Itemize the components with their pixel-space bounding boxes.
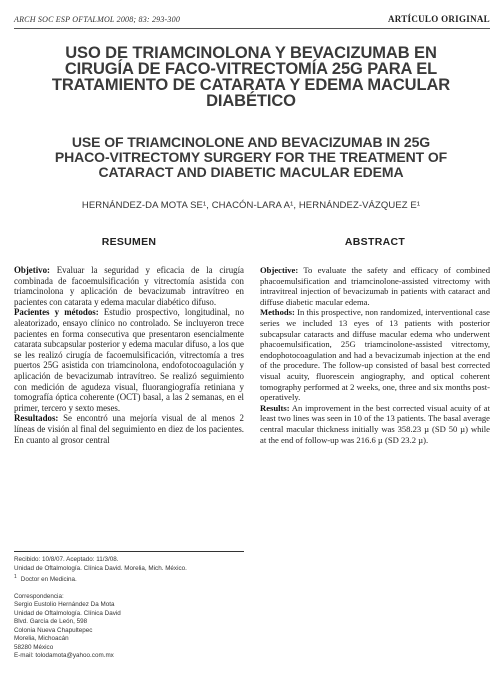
english-title-line: PHACO-VITRECTOMY SURGERY FOR THE TREATMENT OF — [54, 149, 448, 165]
correspondence-postcode: 58280 México — [14, 643, 54, 651]
spanish-title-line: USO DE TRIAMCINOLONA Y BEVACIZUMAB EN — [65, 44, 437, 62]
degree-note-text: Doctor en Medicina. — [20, 576, 77, 584]
abstract-text: To evaluate the safety and efficacy of combined phacoemulsification and triamcinolone-assisted vitrectomy with intravitreal injection of bevacizumab in patients with cataract and diffuse diabetic macular edema. — [260, 265, 490, 307]
resumen-text: Estudio prospectivo, longitudinal, no aleatorizado, ensayo clínico no controlado. Se incluyeron trece pacientes en forma consecutiva que presentaron esencialmente catarata subcapsular posterior y edema macular difuso, a los que se les realizó cirugía de facoemulsificación, vitrectomía a tres puertos 25G asistida con triamcinolona, endofotocoagulación y aplicación de bevacizumab intravítreo. Se realizó seguimiento con medición de agudeza visual, fluorangiografía retiniana y tomografía óptica coherente (OCT) basal, a las 2 semanas, en el primer, tercero y sexto meses. — [14, 307, 245, 413]
affiliation: Unidad de Oftalmología. Clínica David. Morelia, Mich. México. — [14, 564, 187, 572]
resumen-text: Evaluar la seguridad y eficacia de la cirugía combinada de facoemulsificación y vitrectomía asistida con triamcinolona y aplicación de bevacizumab intravítreo en pacientes con catarata y edema macular diabético difuso. — [14, 265, 244, 307]
correspondence-street: Blvd. García de León, 598 — [14, 618, 88, 626]
spanish-title — [20, 45, 482, 109]
resumen-paragraph — [14, 265, 244, 307]
abstract-text: An improvement in the best corrected visual acuity of at least two lines was seen in 10 of the 13 patients. The basal average central macular thickness initially was 358.23 µ (SD 50 µ) while at the end of follow-up was 216.6 µ (SD 23.2 µ). — [260, 402, 490, 445]
journal-reference: ARCH SOC ESP OFTALMOL 2008; 83: 293-300 — [14, 15, 181, 24]
author-list: HERNÁNDEZ-DA MOTA SE¹, CHACÓN-LARA A¹, HERNÁNDEZ-VÁZQUEZ E¹ — [81, 200, 421, 211]
resumen-heading: RESUMEN — [101, 236, 157, 248]
spanish-title-line: DIABÉTICO — [206, 92, 296, 110]
resumen-column — [14, 236, 244, 445]
correspondence-heading: Correspondencia: — [14, 592, 64, 600]
resumen-label: Pacientes y métodos: — [14, 307, 99, 318]
running-header — [14, 14, 490, 29]
abstract-paragraph — [260, 403, 490, 445]
english-title — [20, 135, 482, 180]
section-label: ARTÍCULO ORIGINAL — [387, 14, 490, 24]
correspondence-email: E-mail: tolodamota@yahoo.com.mx — [14, 652, 114, 660]
english-title-line: USE OF TRIAMCINOLONE AND BEVACIZUMAB IN 25G — [71, 134, 431, 150]
resumen-paragraph — [14, 307, 244, 413]
abstract-text: In this prospective, non randomized, interventional case series we included 13 eyes of 13 patients with posterior subcapsular cataracts and diffuse macular edema who underwent phacoemulsification, 25G triamcinolone-assisted vitrectomy, endophotocoagulation and had a bevacizumab injection at the end of the procedure. The follow-up consisted of basal best corrected visual acuity, fluorescein angiography, and optical coherent tomography performed at 2 weeks, one, three and six months post-operatively. — [260, 307, 490, 403]
footnotes — [14, 556, 254, 661]
resumen-paragraph — [14, 413, 244, 445]
footnote-divider — [14, 551, 244, 552]
footnote-spacer — [14, 585, 254, 593]
resumen-label: Resultados: — [14, 413, 59, 424]
abstract-column — [260, 236, 490, 445]
english-title-line: CATARACT AND DIABETIC MACULAR EDEMA — [98, 164, 404, 180]
correspondence-colony: Colonia Nueva Chapultepec — [14, 626, 93, 634]
footnote-mark: 1 — [14, 574, 17, 580]
resumen-label: Objetivo: — [14, 265, 50, 275]
abstract-heading: ABSTRACT — [344, 236, 406, 248]
abstract-label: Objective: — [260, 265, 299, 275]
correspondence-unit: Unidad de Oftalmología. Clínica David — [14, 609, 121, 617]
received-date: Recibido: 10/8/07. Aceptado: 11/3/08. — [14, 556, 119, 563]
spanish-title-line: CIRUGÍA DE FACO-VITRECTOMÍA 25G PARA EL — [64, 60, 438, 78]
abstract-label: Methods: — [260, 307, 295, 318]
abstract-paragraph — [260, 307, 490, 402]
degree-note — [14, 573, 254, 585]
resumen-text: Se encontró una mejoría visual de al menos 2 líneas de visión al final del seguimiento en diez de los pacientes. En cuanto al grosor central — [14, 413, 244, 445]
spanish-title-line: TRATAMIENTO DE CATARATA Y EDEMA MACULAR — [51, 76, 451, 94]
correspondence-name: Sergio Eustolio Hernández Da Mota — [14, 601, 115, 609]
abstract-label: Results: — [260, 402, 290, 413]
abstract-paragraph — [260, 265, 490, 307]
correspondence-city: Morelia, Michoacán — [14, 635, 69, 643]
